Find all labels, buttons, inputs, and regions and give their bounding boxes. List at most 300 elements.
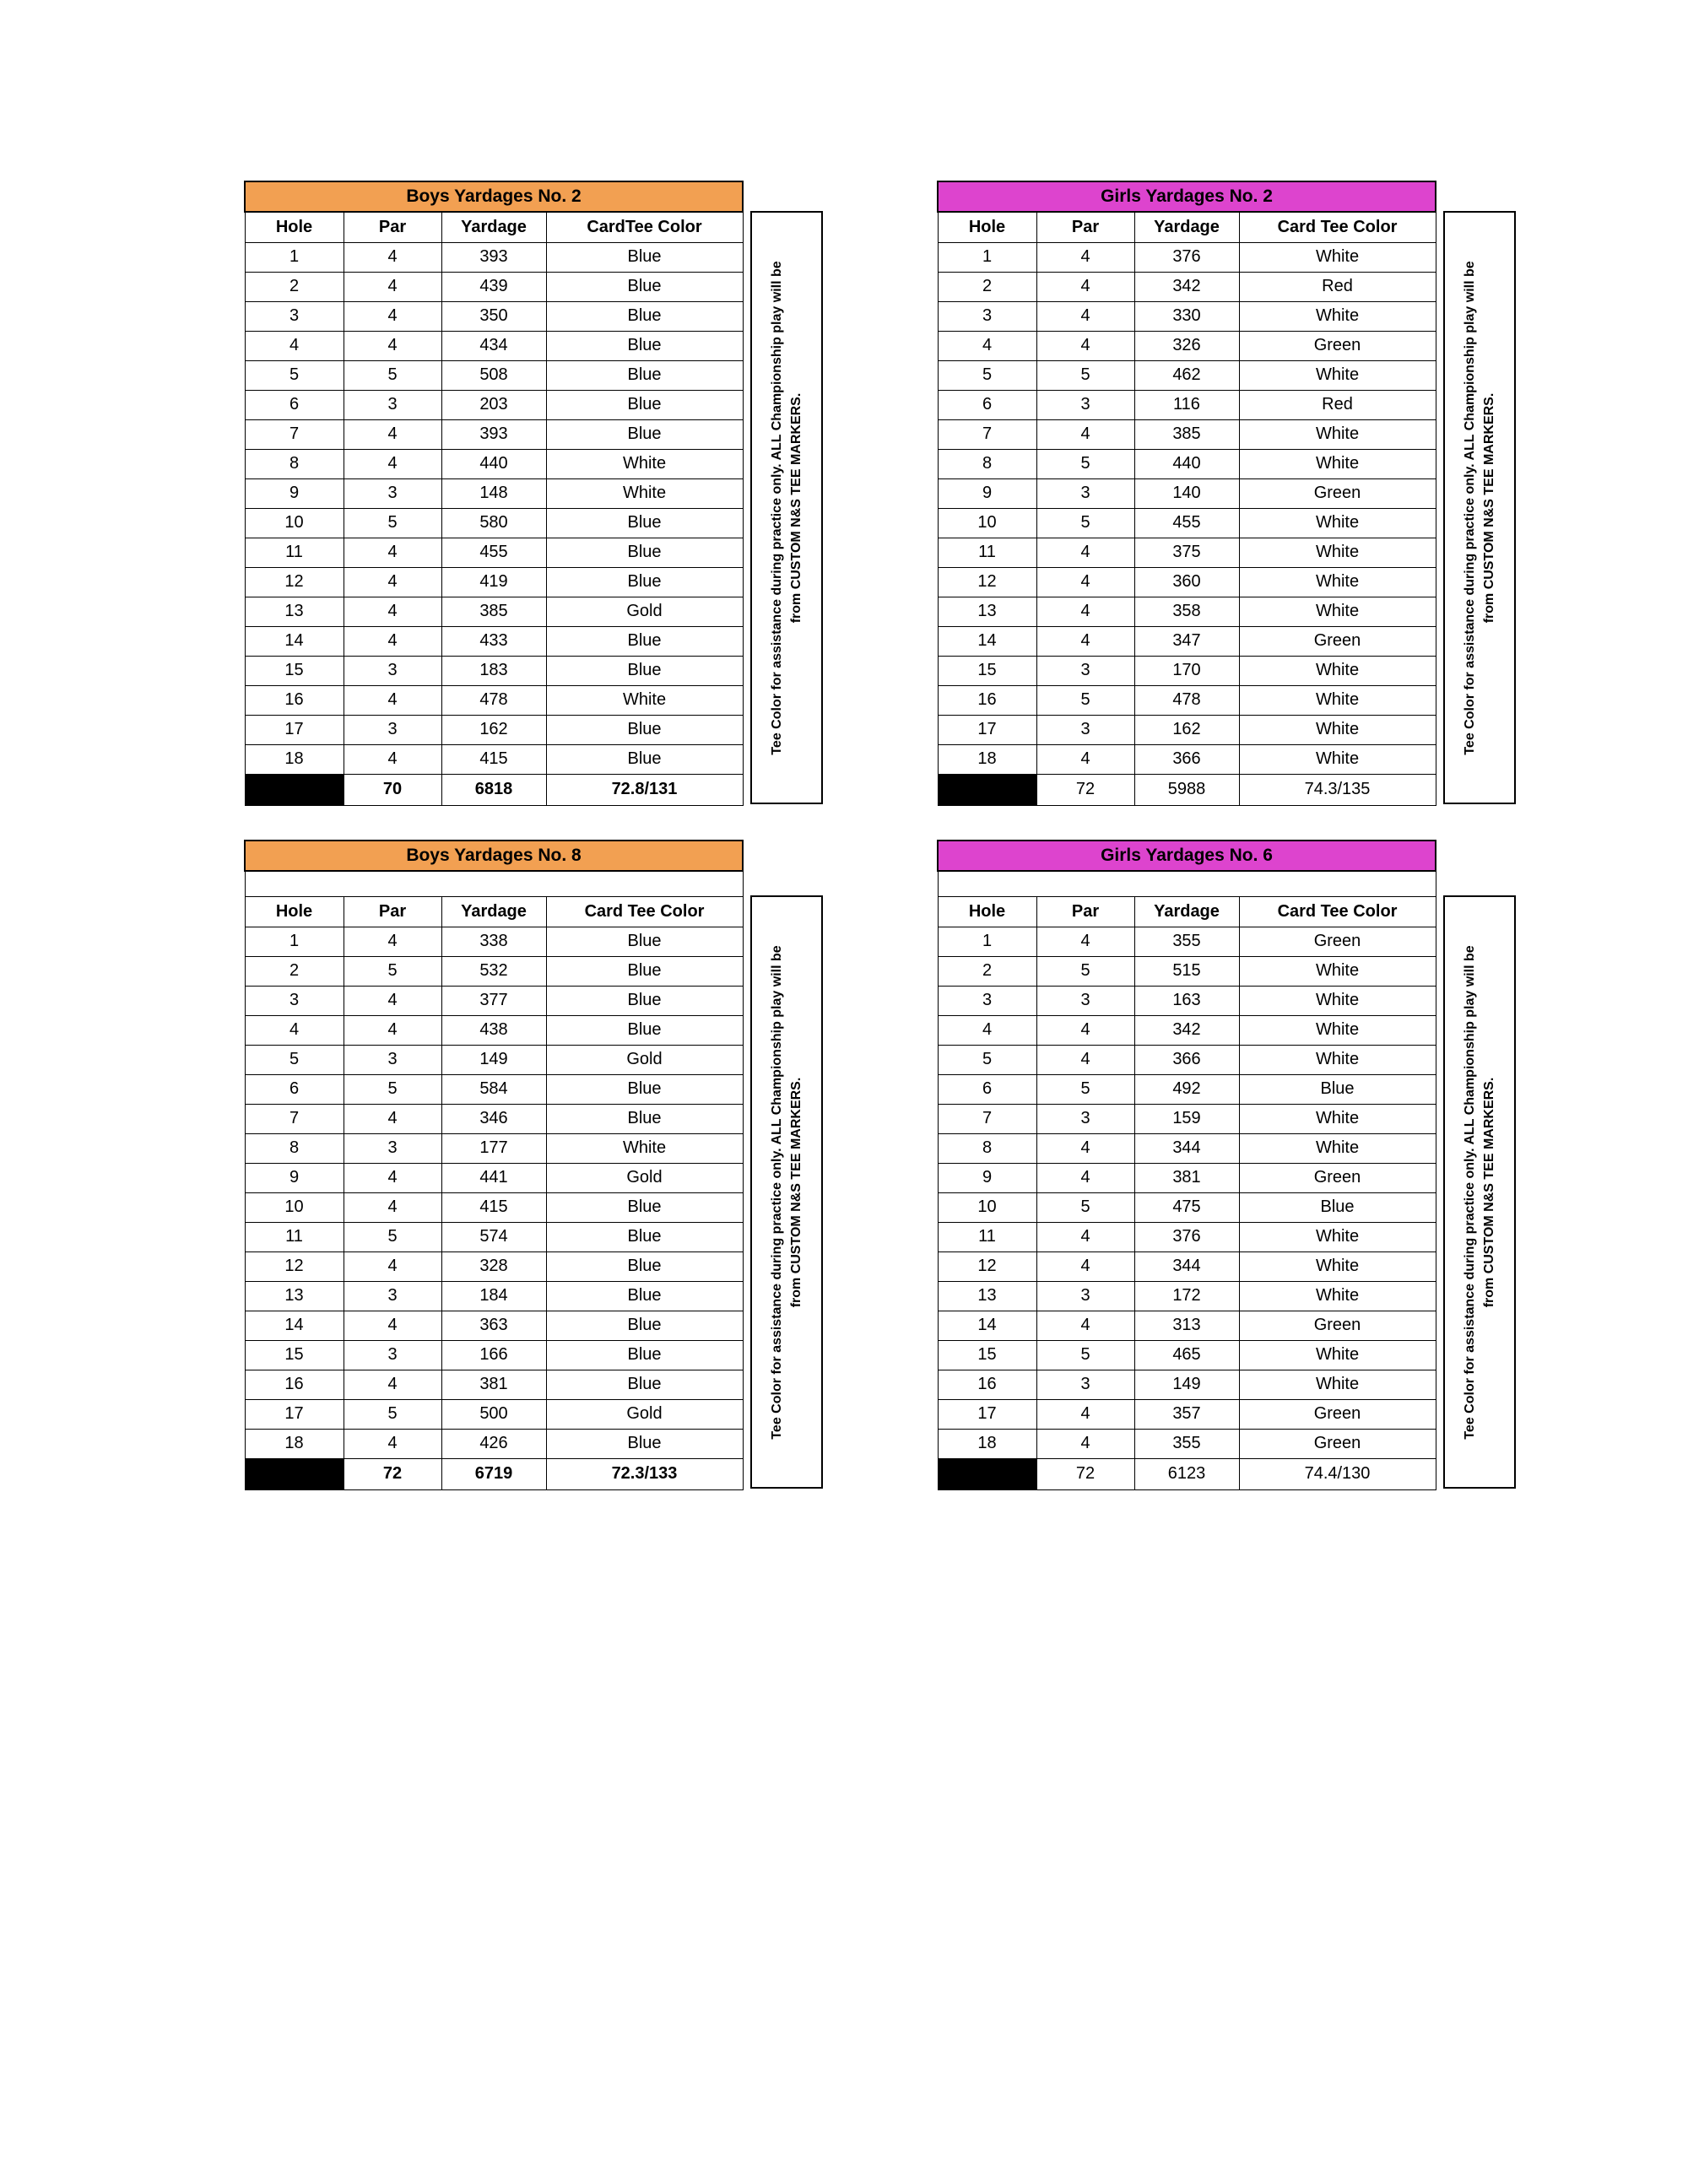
table-row xyxy=(938,927,1436,956)
table-row xyxy=(938,1104,1436,1133)
totals-row xyxy=(245,1458,743,1489)
table-row xyxy=(245,1251,743,1281)
yardage-cell: 376 xyxy=(1134,1222,1239,1251)
table-row xyxy=(938,656,1436,685)
yardage-cell: 163 xyxy=(1134,986,1239,1015)
tee-color-cell: White xyxy=(546,1133,743,1163)
tee-color-cell: Blue xyxy=(546,419,743,449)
tee-color-cell: White xyxy=(1239,986,1436,1015)
table-row xyxy=(938,1281,1436,1311)
note-line-1: Tee Color for assistance during practice only. ALL Championship play will be xyxy=(1462,944,1477,1440)
table-row xyxy=(938,1251,1436,1281)
hole-cell: 15 xyxy=(938,1340,1036,1370)
table-row xyxy=(245,538,743,567)
spacer-cell xyxy=(245,871,743,896)
hole-cell: 9 xyxy=(938,1163,1036,1192)
par-cell: 4 xyxy=(1036,626,1134,656)
par-cell: 5 xyxy=(344,956,441,986)
col-header-yardage: Yardage xyxy=(1134,212,1239,242)
table-row xyxy=(938,1399,1436,1429)
tee-color-cell: White xyxy=(1239,1133,1436,1163)
note-line-1: Tee Color for assistance during practice only. ALL Championship play will be xyxy=(769,260,784,755)
hole-cell: 16 xyxy=(938,685,1036,715)
table-row xyxy=(245,744,743,774)
par-cell: 3 xyxy=(1036,390,1134,419)
table-row xyxy=(245,1104,743,1133)
tee-color-cell: Green xyxy=(1239,331,1436,360)
par-cell: 4 xyxy=(1036,242,1134,272)
yardage-cell: 177 xyxy=(441,1133,546,1163)
par-cell: 5 xyxy=(344,1074,441,1104)
hole-cell: 3 xyxy=(938,301,1036,331)
par-cell: 4 xyxy=(1036,331,1134,360)
table-row xyxy=(245,1045,743,1074)
table-row xyxy=(245,685,743,715)
totals-row xyxy=(245,774,743,805)
totals-rating-slope: 72.3/133 xyxy=(546,1458,743,1489)
table-title: Girls Yardages No. 2 xyxy=(938,181,1436,212)
yardage-cell: 346 xyxy=(441,1104,546,1133)
tee-color-cell: Blue xyxy=(546,1281,743,1311)
par-cell: 4 xyxy=(1036,1163,1134,1192)
par-cell: 4 xyxy=(344,597,441,626)
totals-row xyxy=(938,774,1436,805)
yardage-cell: 584 xyxy=(441,1074,546,1104)
yardage-cell: 140 xyxy=(1134,478,1239,508)
tee-color-cell: Blue xyxy=(546,986,743,1015)
tee-color-cell: Gold xyxy=(546,1163,743,1192)
par-cell: 4 xyxy=(1036,597,1134,626)
par-cell: 4 xyxy=(344,419,441,449)
yardage-cell: 381 xyxy=(1134,1163,1239,1192)
table-row xyxy=(245,626,743,656)
table-row xyxy=(245,956,743,986)
yardage-cell: 360 xyxy=(1134,567,1239,597)
totals-black-cell xyxy=(938,774,1036,805)
par-cell: 5 xyxy=(344,1222,441,1251)
par-cell: 4 xyxy=(344,538,441,567)
yardage-cell: 580 xyxy=(441,508,546,538)
yardage-cell: 363 xyxy=(441,1311,546,1340)
par-cell: 4 xyxy=(1036,1133,1134,1163)
table-title: Boys Yardages No. 2 xyxy=(245,181,743,212)
tee-color-note xyxy=(750,211,823,804)
hole-cell: 16 xyxy=(245,1370,344,1399)
table-row xyxy=(938,597,1436,626)
yardage-cell: 375 xyxy=(1134,538,1239,567)
col-header-yardage: Yardage xyxy=(441,896,546,927)
par-cell: 4 xyxy=(1036,538,1134,567)
yardage-table-girls-2 xyxy=(937,181,1436,806)
par-cell: 4 xyxy=(344,1163,441,1192)
par-cell: 4 xyxy=(344,986,441,1015)
tee-color-cell: Blue xyxy=(546,567,743,597)
par-cell: 4 xyxy=(344,1104,441,1133)
tee-color-note xyxy=(750,895,823,1489)
table-row xyxy=(245,242,743,272)
tee-color-cell: Blue xyxy=(546,538,743,567)
totals-par: 70 xyxy=(344,774,441,805)
hole-cell: 18 xyxy=(938,744,1036,774)
table-row xyxy=(938,272,1436,301)
tee-color-cell: White xyxy=(1239,685,1436,715)
table-row xyxy=(938,744,1436,774)
yardage-cell: 515 xyxy=(1134,956,1239,986)
table-row xyxy=(245,1311,743,1340)
hole-cell: 15 xyxy=(245,656,344,685)
tee-color-cell: Blue xyxy=(546,1222,743,1251)
yardage-cell: 159 xyxy=(1134,1104,1239,1133)
table-row xyxy=(245,419,743,449)
tee-color-cell: Blue xyxy=(546,1104,743,1133)
yardage-cell: 381 xyxy=(441,1370,546,1399)
table-row xyxy=(245,1015,743,1045)
yardage-cell: 465 xyxy=(1134,1340,1239,1370)
hole-cell: 12 xyxy=(245,1251,344,1281)
hole-cell: 16 xyxy=(938,1370,1036,1399)
hole-cell: 7 xyxy=(245,419,344,449)
yardage-cell: 462 xyxy=(1134,360,1239,390)
table-row xyxy=(938,1222,1436,1251)
yardage-cell: 313 xyxy=(1134,1311,1239,1340)
table-group-girls-2 xyxy=(937,181,1519,806)
table-row xyxy=(245,1163,743,1192)
hole-cell: 14 xyxy=(245,626,344,656)
table-row xyxy=(245,1281,743,1311)
hole-cell: 11 xyxy=(938,538,1036,567)
hole-cell: 9 xyxy=(245,1163,344,1192)
par-cell: 4 xyxy=(344,685,441,715)
totals-rating-slope: 74.4/130 xyxy=(1239,1458,1436,1489)
par-cell: 4 xyxy=(1036,272,1134,301)
par-cell: 4 xyxy=(1036,301,1134,331)
yardage-cell: 393 xyxy=(441,242,546,272)
hole-cell: 14 xyxy=(245,1311,344,1340)
tee-color-cell: Blue xyxy=(546,360,743,390)
tee-color-cell: White xyxy=(1239,744,1436,774)
spacer-row xyxy=(245,871,743,896)
yardage-cell: 162 xyxy=(1134,715,1239,744)
yardage-cell: 170 xyxy=(1134,656,1239,685)
table-row xyxy=(938,360,1436,390)
hole-cell: 5 xyxy=(938,360,1036,390)
hole-cell: 6 xyxy=(938,1074,1036,1104)
tee-color-note-text xyxy=(767,945,806,1439)
table-row xyxy=(938,1311,1436,1340)
par-cell: 4 xyxy=(344,1311,441,1340)
hole-cell: 7 xyxy=(245,1104,344,1133)
table-row xyxy=(245,478,743,508)
table-row xyxy=(938,685,1436,715)
table-row xyxy=(245,597,743,626)
par-cell: 4 xyxy=(344,927,441,956)
totals-yardage: 6818 xyxy=(441,774,546,805)
table-row xyxy=(938,567,1436,597)
yardage-cell: 166 xyxy=(441,1340,546,1370)
par-cell: 4 xyxy=(1036,1399,1134,1429)
hole-cell: 17 xyxy=(245,715,344,744)
tee-color-cell: Blue xyxy=(546,1192,743,1222)
table-group-boys-8 xyxy=(244,840,826,1490)
table-row xyxy=(245,715,743,744)
par-cell: 4 xyxy=(344,626,441,656)
note-line-1: Tee Color for assistance during practice only. ALL Championship play will be xyxy=(1462,260,1477,755)
par-cell: 4 xyxy=(1036,927,1134,956)
yardage-cell: 377 xyxy=(441,986,546,1015)
note-line-1: Tee Color for assistance during practice only. ALL Championship play will be xyxy=(769,944,784,1440)
yardage-cell: 149 xyxy=(441,1045,546,1074)
yardage-cell: 440 xyxy=(1134,449,1239,478)
col-header-par: Par xyxy=(1036,896,1134,927)
tee-color-cell: Blue xyxy=(546,656,743,685)
tee-color-cell: White xyxy=(1239,956,1436,986)
par-cell: 5 xyxy=(1036,449,1134,478)
yardage-cell: 358 xyxy=(1134,597,1239,626)
hole-cell: 15 xyxy=(245,1340,344,1370)
hole-cell: 8 xyxy=(938,1133,1036,1163)
yardage-cell: 355 xyxy=(1134,1429,1239,1458)
hole-cell: 1 xyxy=(245,242,344,272)
par-cell: 5 xyxy=(1036,1340,1134,1370)
yardage-cell: 357 xyxy=(1134,1399,1239,1429)
yardage-cell: 508 xyxy=(441,360,546,390)
table-row xyxy=(245,331,743,360)
yardage-cell: 385 xyxy=(1134,419,1239,449)
hole-cell: 7 xyxy=(938,1104,1036,1133)
hole-cell: 2 xyxy=(245,956,344,986)
yardage-cell: 350 xyxy=(441,301,546,331)
table-row xyxy=(938,1370,1436,1399)
totals-black-cell xyxy=(245,774,344,805)
yardage-cell: 393 xyxy=(441,419,546,449)
par-cell: 3 xyxy=(344,656,441,685)
table-row xyxy=(245,1192,743,1222)
par-cell: 3 xyxy=(344,715,441,744)
tee-color-cell: Blue xyxy=(546,1074,743,1104)
table-row xyxy=(938,242,1436,272)
yardage-cell: 426 xyxy=(441,1429,546,1458)
table-row xyxy=(245,1340,743,1370)
hole-cell: 14 xyxy=(938,1311,1036,1340)
par-cell: 4 xyxy=(344,744,441,774)
par-cell: 4 xyxy=(344,301,441,331)
par-cell: 4 xyxy=(1036,1045,1134,1074)
col-header-yardage: Yardage xyxy=(441,212,546,242)
hole-cell: 3 xyxy=(938,986,1036,1015)
yardage-cell: 347 xyxy=(1134,626,1239,656)
note-line-2: from CUSTOM N&S TEE MARKERS. xyxy=(1482,1077,1496,1307)
hole-cell: 4 xyxy=(938,331,1036,360)
tee-color-cell: Blue xyxy=(546,242,743,272)
par-cell: 5 xyxy=(344,360,441,390)
tee-color-cell: Gold xyxy=(546,1045,743,1074)
tee-color-cell: White xyxy=(1239,567,1436,597)
hole-cell: 8 xyxy=(245,1133,344,1163)
col-header-par: Par xyxy=(344,212,441,242)
totals-row xyxy=(938,1458,1436,1489)
hole-cell: 12 xyxy=(938,567,1036,597)
par-cell: 3 xyxy=(344,478,441,508)
tee-color-cell: White xyxy=(1239,242,1436,272)
par-cell: 3 xyxy=(344,1281,441,1311)
hole-cell: 10 xyxy=(938,1192,1036,1222)
par-cell: 4 xyxy=(1036,419,1134,449)
hole-cell: 17 xyxy=(938,1399,1036,1429)
par-cell: 3 xyxy=(1036,986,1134,1015)
yardage-cell: 344 xyxy=(1134,1133,1239,1163)
yardage-cell: 148 xyxy=(441,478,546,508)
col-header-tee-color: CardTee Color xyxy=(546,212,743,242)
table-row xyxy=(245,1074,743,1104)
tee-color-cell: Green xyxy=(1239,1163,1436,1192)
table-row xyxy=(938,1045,1436,1074)
table-row xyxy=(938,986,1436,1015)
par-cell: 5 xyxy=(1036,685,1134,715)
yardage-cell: 434 xyxy=(441,331,546,360)
table-row xyxy=(245,656,743,685)
col-header-tee-color: Card Tee Color xyxy=(1239,896,1436,927)
tee-color-cell: White xyxy=(1239,449,1436,478)
totals-black-cell xyxy=(245,1458,344,1489)
tee-color-cell: White xyxy=(546,449,743,478)
yardage-cell: 326 xyxy=(1134,331,1239,360)
yardage-cell: 492 xyxy=(1134,1074,1239,1104)
hole-cell: 14 xyxy=(938,626,1036,656)
table-title: Boys Yardages No. 8 xyxy=(245,841,743,871)
yardage-cell: 338 xyxy=(441,927,546,956)
yardage-cell: 433 xyxy=(441,626,546,656)
hole-cell: 4 xyxy=(245,331,344,360)
yardage-cell: 342 xyxy=(1134,272,1239,301)
table-row xyxy=(938,1074,1436,1104)
tee-color-cell: White xyxy=(1239,715,1436,744)
hole-cell: 18 xyxy=(245,744,344,774)
hole-cell: 10 xyxy=(245,1192,344,1222)
yardage-cell: 439 xyxy=(441,272,546,301)
col-header-hole: Hole xyxy=(938,896,1036,927)
table-row xyxy=(245,449,743,478)
yardage-cell: 342 xyxy=(1134,1015,1239,1045)
table-row xyxy=(938,508,1436,538)
tee-color-cell: Green xyxy=(1239,626,1436,656)
tee-color-cell: Green xyxy=(1239,1311,1436,1340)
par-cell: 4 xyxy=(344,567,441,597)
hole-cell: 13 xyxy=(938,1281,1036,1311)
hole-cell: 18 xyxy=(245,1429,344,1458)
yardage-cell: 478 xyxy=(1134,685,1239,715)
hole-cell: 2 xyxy=(938,956,1036,986)
hole-cell: 11 xyxy=(245,1222,344,1251)
tee-color-cell: White xyxy=(1239,538,1436,567)
yardage-cell: 116 xyxy=(1134,390,1239,419)
hole-cell: 6 xyxy=(245,1074,344,1104)
tee-color-cell: White xyxy=(1239,360,1436,390)
totals-par: 72 xyxy=(344,1458,441,1489)
totals-rating-slope: 72.8/131 xyxy=(546,774,743,805)
note-line-2: from CUSTOM N&S TEE MARKERS. xyxy=(789,1077,803,1307)
tee-color-cell: Blue xyxy=(546,626,743,656)
col-header-par: Par xyxy=(1036,212,1134,242)
table-row xyxy=(245,927,743,956)
hole-cell: 13 xyxy=(245,597,344,626)
tee-color-cell: White xyxy=(1239,656,1436,685)
hole-cell: 2 xyxy=(938,272,1036,301)
table-row xyxy=(938,301,1436,331)
tee-color-note xyxy=(1443,895,1516,1489)
yardage-cell: 532 xyxy=(441,956,546,986)
table-row xyxy=(245,390,743,419)
hole-cell: 1 xyxy=(938,242,1036,272)
yardage-cell: 172 xyxy=(1134,1281,1239,1311)
table-row xyxy=(938,1192,1436,1222)
tee-color-cell: Blue xyxy=(1239,1192,1436,1222)
hole-cell: 7 xyxy=(938,419,1036,449)
spacer-row xyxy=(938,871,1436,896)
table-row xyxy=(938,1163,1436,1192)
table-row xyxy=(245,986,743,1015)
hole-cell: 13 xyxy=(938,597,1036,626)
par-cell: 5 xyxy=(1036,508,1134,538)
par-cell: 3 xyxy=(1036,1370,1134,1399)
hole-cell: 13 xyxy=(245,1281,344,1311)
table-row xyxy=(245,301,743,331)
par-cell: 3 xyxy=(1036,1281,1134,1311)
par-cell: 4 xyxy=(344,242,441,272)
table-row xyxy=(938,449,1436,478)
tee-color-cell: Green xyxy=(1239,1399,1436,1429)
par-cell: 5 xyxy=(344,508,441,538)
totals-yardage: 6123 xyxy=(1134,1458,1239,1489)
yardage-cell: 330 xyxy=(1134,301,1239,331)
table-row xyxy=(938,331,1436,360)
tee-color-cell: White xyxy=(1239,508,1436,538)
totals-rating-slope: 74.3/135 xyxy=(1239,774,1436,805)
tee-color-cell: Gold xyxy=(546,1399,743,1429)
yardage-cell: 438 xyxy=(441,1015,546,1045)
col-header-tee-color: Card Tee Color xyxy=(546,896,743,927)
hole-cell: 5 xyxy=(245,360,344,390)
yardage-table-boys-2 xyxy=(244,181,744,806)
table-row xyxy=(245,272,743,301)
note-line-2: from CUSTOM N&S TEE MARKERS. xyxy=(789,392,803,623)
col-header-hole: Hole xyxy=(245,212,344,242)
hole-cell: 2 xyxy=(245,272,344,301)
hole-cell: 6 xyxy=(938,390,1036,419)
table-title: Girls Yardages No. 6 xyxy=(938,841,1436,871)
table-row xyxy=(938,626,1436,656)
tee-color-note-text xyxy=(1460,945,1499,1439)
yardage-cell: 475 xyxy=(1134,1192,1239,1222)
par-cell: 4 xyxy=(1036,744,1134,774)
tee-color-cell: Red xyxy=(1239,272,1436,301)
par-cell: 4 xyxy=(344,1370,441,1399)
par-cell: 4 xyxy=(344,1192,441,1222)
yardage-cell: 183 xyxy=(441,656,546,685)
table-row xyxy=(938,478,1436,508)
yardage-cell: 574 xyxy=(441,1222,546,1251)
par-cell: 4 xyxy=(344,1251,441,1281)
par-cell: 4 xyxy=(1036,1222,1134,1251)
hole-cell: 11 xyxy=(938,1222,1036,1251)
tee-color-cell: Blue xyxy=(546,508,743,538)
table-group-boys-2 xyxy=(244,181,826,806)
hole-cell: 4 xyxy=(938,1015,1036,1045)
yardage-cell: 500 xyxy=(441,1399,546,1429)
table-group-girls-6 xyxy=(937,840,1519,1490)
hole-cell: 3 xyxy=(245,986,344,1015)
tee-color-cell: Blue xyxy=(546,715,743,744)
table-row xyxy=(245,1370,743,1399)
